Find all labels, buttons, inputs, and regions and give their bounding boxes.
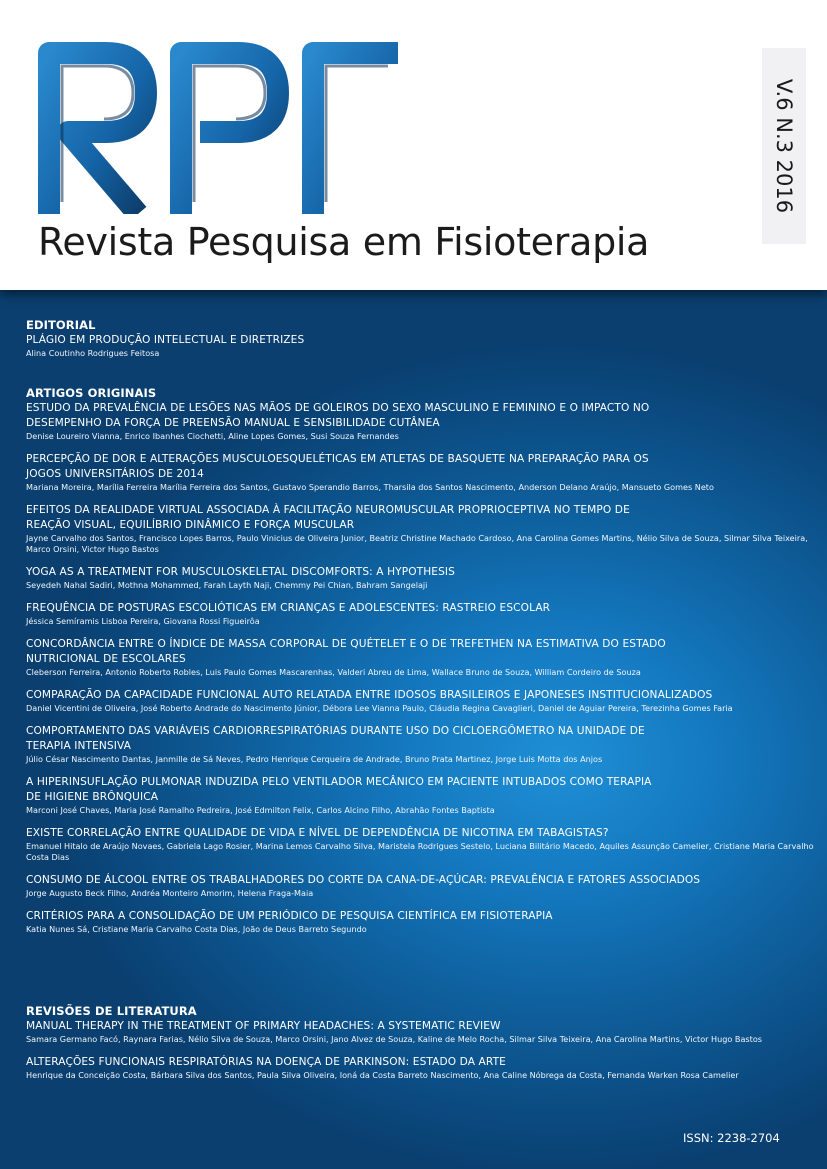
- article-entry: [26, 565, 816, 591]
- article-entry: [26, 1019, 816, 1045]
- article-entry: [26, 724, 816, 765]
- volume-panel: [762, 48, 806, 244]
- table-of-contents: [0, 290, 827, 1169]
- article-authors: Júlio César Nascimento Dantas, Janmille de Sá Neves, Pedro Henrique Cerqueira de Andrade, Bruno Prata Martinez, Jorge Luis Motta dos Anjos: [26, 754, 603, 764]
- section-heading: REVISÕES DE LITERATURA: [26, 1004, 197, 1018]
- article-title: CONCORDÂNCIA ENTRE O ÍNDICE DE MASSA CORPORAL DE QUÉTELET E O DE TREFETHEN NA ESTIMATIVA DO ESTADO NUTRICIONAL DE ESCOLARES: [26, 638, 666, 665]
- article-authors: Emanuel Hitalo de Araújo Novaes, Gabriela Lago Rosier, Marina Lemos Carvalho Silva, Maristela Rodrigues Sestelo, Luciana Bilitário Macedo, Aquiles Assunção Camelier, Cristiane Maria Carvalho Costa Dias: [26, 841, 814, 862]
- article-authors: Katia Nunes Sá, Cristiane Maria Carvalho Costa Dias, João de Deus Barreto Segundo: [26, 924, 367, 934]
- article-title: EXISTE CORRELAÇÃO ENTRE QUALIDADE DE VIDA E NÍVEL DE DEPENDÊNCIA DE NICOTINA EM TABAGISTAS?: [26, 827, 609, 839]
- article-entry: [26, 873, 816, 899]
- literature-reviews-section: [26, 1004, 816, 1091]
- journal-title: Revista Pesquisa em Fisioterapia: [38, 220, 650, 264]
- article-entry: [26, 333, 816, 359]
- article-title: FREQUÊNCIA DE POSTURAS ESCOLIÓTICAS EM CRIANÇAS E ADOLESCENTES: RASTREIO ESCOLAR: [26, 602, 551, 614]
- article-authors: Jorge Augusto Beck Filho, Andréa Monteiro Amorim, Helena Fraga-Maia: [26, 888, 314, 898]
- section-heading: EDITORIAL: [26, 318, 96, 332]
- article-authors: Alina Coutinho Rodrigues Feitosa: [26, 348, 160, 358]
- rpf-logo: [38, 42, 398, 214]
- article-authors: Daniel Vicentini de Oliveira, José Roberto Andrade do Nascimento Júnior, Débora Lee Vianna Paulo, Cláudia Regina Cavaglieri, Daniel de Aguiar Pereira, Terezinha Gomes Faria: [26, 703, 733, 713]
- issn-number: ISSN: 2238-2704: [683, 1131, 780, 1145]
- original-articles-section: [26, 386, 816, 945]
- article-authors: Henrique da Conceição Costa, Bárbara Silva dos Santos, Paula Silva Oliveira, Ioná da Costa Barreto Nascimento, Ana Caline Nóbrega da Costa, Fernanda Warken Rosa Camelier: [26, 1070, 739, 1080]
- article-entry: [26, 401, 816, 442]
- article-authors: Jéssica Semíramis Lisboa Pereira, Giovana Rossi Figueirôa: [26, 616, 260, 626]
- article-title: PERCEPÇÃO DE DOR E ALTERAÇÕES MUSCULOESQUELÉTICAS EM ATLETAS DE BASQUETE NA PREPARAÇÃO PARA OS JOGOS UNIVERSITÁRIOS DE 2014: [26, 453, 649, 480]
- article-entry: [26, 1055, 816, 1081]
- article-authors: Marconi José Chaves, Maria José Ramalho Pedreira, José Edmilton Felix, Carlos Alcino Filho, Abrahão Fontes Baptista: [26, 805, 495, 815]
- editorial-section: [26, 318, 816, 369]
- article-title: COMPORTAMENTO DAS VARIÁVEIS CARDIORRESPIRATÓRIAS DURANTE USO DO CICLOERGÔMETRO NA UNIDADE DE TERAPIA INTENSIVA: [26, 725, 645, 752]
- article-authors: Jayne Carvalho dos Santos, Francisco Lopes Barros, Paulo Vinicius de Oliveira Junior, Beatriz Christine Machado Cardoso, Ana Carolina Gomes Martins, Nélio Silva de Souza, Silmar Silva Teixeira, Marco Orsini, Victor Hugo Bastos: [26, 533, 808, 554]
- article-authors: Samara Germano Facó, Raynara Farias, Nélio Silva de Souza, Marco Orsini, Jano Alvez de Souza, Kaline de Melo Rocha, Silmar Silva Teixeira, Ana Carolina Martins, Victor Hugo Bastos: [26, 1034, 762, 1044]
- article-title: PLÁGIO EM PRODUÇÃO INTELECTUAL E DIRETRIZES: [26, 334, 305, 346]
- article-authors: Denise Loureiro Vianna, Enrico Ibanhes Ciochetti, Aline Lopes Gomes, Susi Souza Fernandes: [26, 431, 399, 441]
- article-title: COMPARAÇÃO DA CAPACIDADE FUNCIONAL AUTO RELATADA ENTRE IDOSOS BRASILEIROS E JAPONESES INSTITUCIONALIZADOS: [26, 689, 713, 701]
- article-entry: [26, 775, 816, 816]
- article-title: MANUAL THERAPY IN THE TREATMENT OF PRIMARY HEADACHES: A SYSTEMATIC REVIEW: [26, 1020, 501, 1032]
- article-authors: Seyedeh Nahal Sadiri, Mothna Mohammed, Farah Layth Naji, Chemmy Pei Chian, Bahram Sangelaji: [26, 580, 428, 590]
- article-title: A HIPERINSUFLAÇÃO PULMONAR INDUZIDA PELO VENTILADOR MECÂNICO EM PACIENTE INTUBADOS COMO TERAPIA DE HIGIENE BRÔNQUICA: [26, 776, 652, 803]
- cover-header: [0, 0, 827, 290]
- article-entry: [26, 637, 816, 678]
- article-entry: [26, 601, 816, 627]
- article-authors: Cleberson Ferreira, Antonio Roberto Robles, Luis Paulo Gomes Mascarenhas, Valderi Abreu de Lima, Wallace Bruno de Souza, William Cordeiro de Souza: [26, 667, 641, 677]
- article-title: CONSUMO DE ÁLCOOL ENTRE OS TRABALHADORES DO CORTE DA CANA-DE-AÇÚCAR: PREVALÊNCIA E FATORES ASSOCIADOS: [26, 874, 701, 886]
- article-title: CRITÉRIOS PARA A CONSOLIDAÇÃO DE UM PERIÓDICO DE PESQUISA CIENTÍFICA EM FISIOTERAPIA: [26, 910, 553, 922]
- article-title: ESTUDO DA PREVALÊNCIA DE LESÕES NAS MÃOS DE GOLEIROS DO SEXO MASCULINO E FEMININO E O IMPACTO NO DESEMPENHO DA FORÇA DE PREENSÃO MANUAL E SENSIBILIDADE CUTÂNEA: [26, 402, 650, 429]
- article-title: EFEITOS DA REALIDADE VIRTUAL ASSOCIADA À FACILITAÇÃO NEUROMUSCULAR PROPRIOCEPTIVA NO TEMPO DE REAÇÃO VISUAL, EQUILÍBRIO DINÂMICO E FORÇA MUSCULAR: [26, 504, 630, 531]
- article-title: YOGA AS A TREATMENT FOR MUSCULOSKELETAL DISCOMFORTS: A HYPOTHESIS: [26, 566, 455, 578]
- article-entry: [26, 688, 816, 714]
- article-entry: [26, 826, 816, 863]
- article-entry: [26, 452, 816, 493]
- article-entry: [26, 503, 816, 555]
- volume-info: V.6 N.3 2016: [772, 78, 796, 214]
- article-authors: Mariana Moreira, Marília Ferreira Marília Ferreira dos Santos, Gustavo Sperandio Barros, Tharsila dos Santos Nascimento, Anderson Delano Araújo, Mansueto Gomes Neto: [26, 482, 714, 492]
- article-entry: [26, 909, 816, 935]
- article-title: ALTERAÇÕES FUNCIONAIS RESPIRATÓRIAS NA DOENÇA DE PARKINSON: ESTADO DA ARTE: [26, 1056, 506, 1068]
- section-heading: ARTIGOS ORIGINAIS: [26, 386, 157, 400]
